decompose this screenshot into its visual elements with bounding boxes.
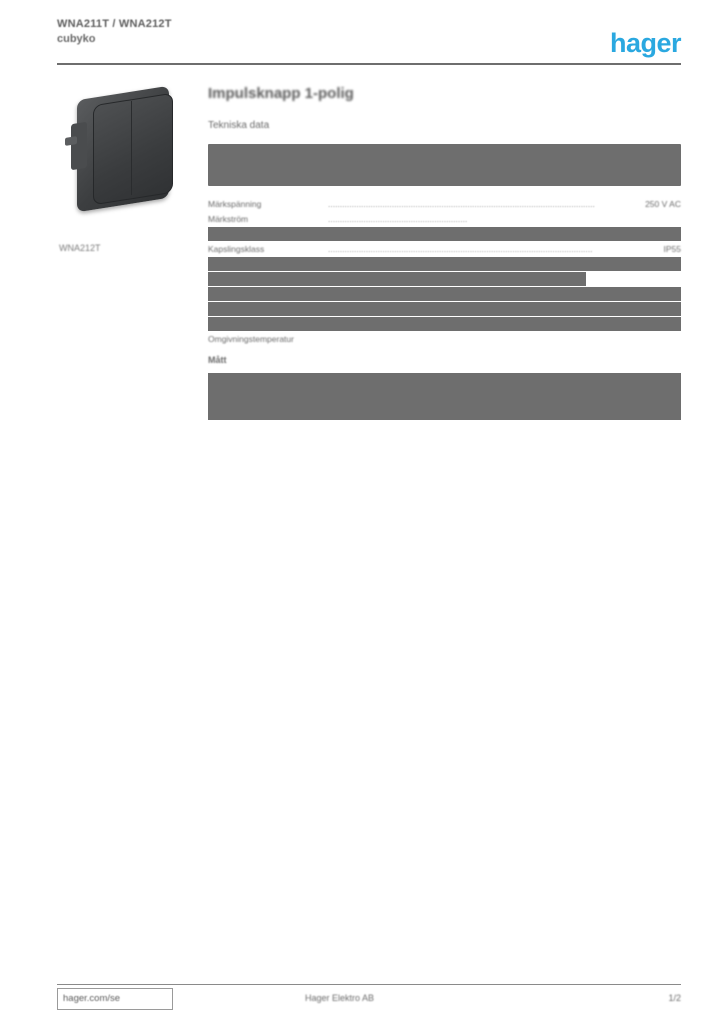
footer-company: Hager Elektro AB xyxy=(305,993,375,1003)
spec-value: 250 V AC xyxy=(645,198,681,209)
document-code: WNA211T / WNA212T xyxy=(57,18,172,30)
table-row xyxy=(208,301,681,316)
page-footer xyxy=(57,988,681,1014)
spec-label: Märkspänning xyxy=(208,198,262,209)
spec-filled-row xyxy=(208,316,681,331)
document-subcode: cubyko xyxy=(57,33,96,45)
dimensions-heading: Mått xyxy=(208,355,227,365)
table-row xyxy=(208,316,681,331)
spec-filled-row xyxy=(208,226,681,241)
spec-value xyxy=(595,331,681,346)
spec-filled-row xyxy=(208,286,681,301)
product-image-block xyxy=(57,85,197,253)
hager-logo: hager xyxy=(609,28,681,58)
spec-filled-row xyxy=(208,256,681,271)
table-row xyxy=(208,226,681,241)
document-content xyxy=(208,85,681,420)
page-header xyxy=(57,18,681,60)
page-title: Impulsknapp 1-polig xyxy=(208,85,354,102)
footer-page-number: 1/2 xyxy=(668,993,681,1003)
spec-label: Märkström xyxy=(208,213,249,224)
spec-filled-row xyxy=(208,271,681,286)
spec-dots: ................................................................................................................. xyxy=(328,198,595,209)
section-subtitle: Tekniska data xyxy=(208,120,270,131)
specifications-table xyxy=(208,196,681,346)
table-row xyxy=(208,271,681,286)
table-row xyxy=(208,196,681,211)
spec-label: Omgivningstemperatur xyxy=(208,333,294,344)
table-row xyxy=(208,241,681,256)
table-row xyxy=(208,331,681,346)
description-block xyxy=(208,144,681,186)
device-faceplate-shape xyxy=(93,93,173,206)
table-row xyxy=(208,211,681,226)
spec-value xyxy=(595,211,681,226)
footer-url[interactable]: hager.com/se xyxy=(63,993,121,1004)
spec-filled-row xyxy=(208,301,681,316)
spec-dots: ................................................................................................................ xyxy=(328,243,593,254)
spec-value: IP55 xyxy=(663,243,681,254)
table-row xyxy=(208,286,681,301)
device-side-shape xyxy=(71,122,87,171)
footer-divider xyxy=(57,984,681,985)
product-photo xyxy=(57,85,192,230)
header-divider xyxy=(57,63,681,65)
spec-dots xyxy=(328,331,595,346)
dimensions-block xyxy=(208,373,681,420)
device-rocker-split xyxy=(131,101,132,195)
table-row xyxy=(208,256,681,271)
product-image-caption: WNA212T xyxy=(59,243,101,253)
spec-dots: ........................................................... xyxy=(328,213,468,224)
spec-label: Kapslingsklass xyxy=(208,243,265,254)
